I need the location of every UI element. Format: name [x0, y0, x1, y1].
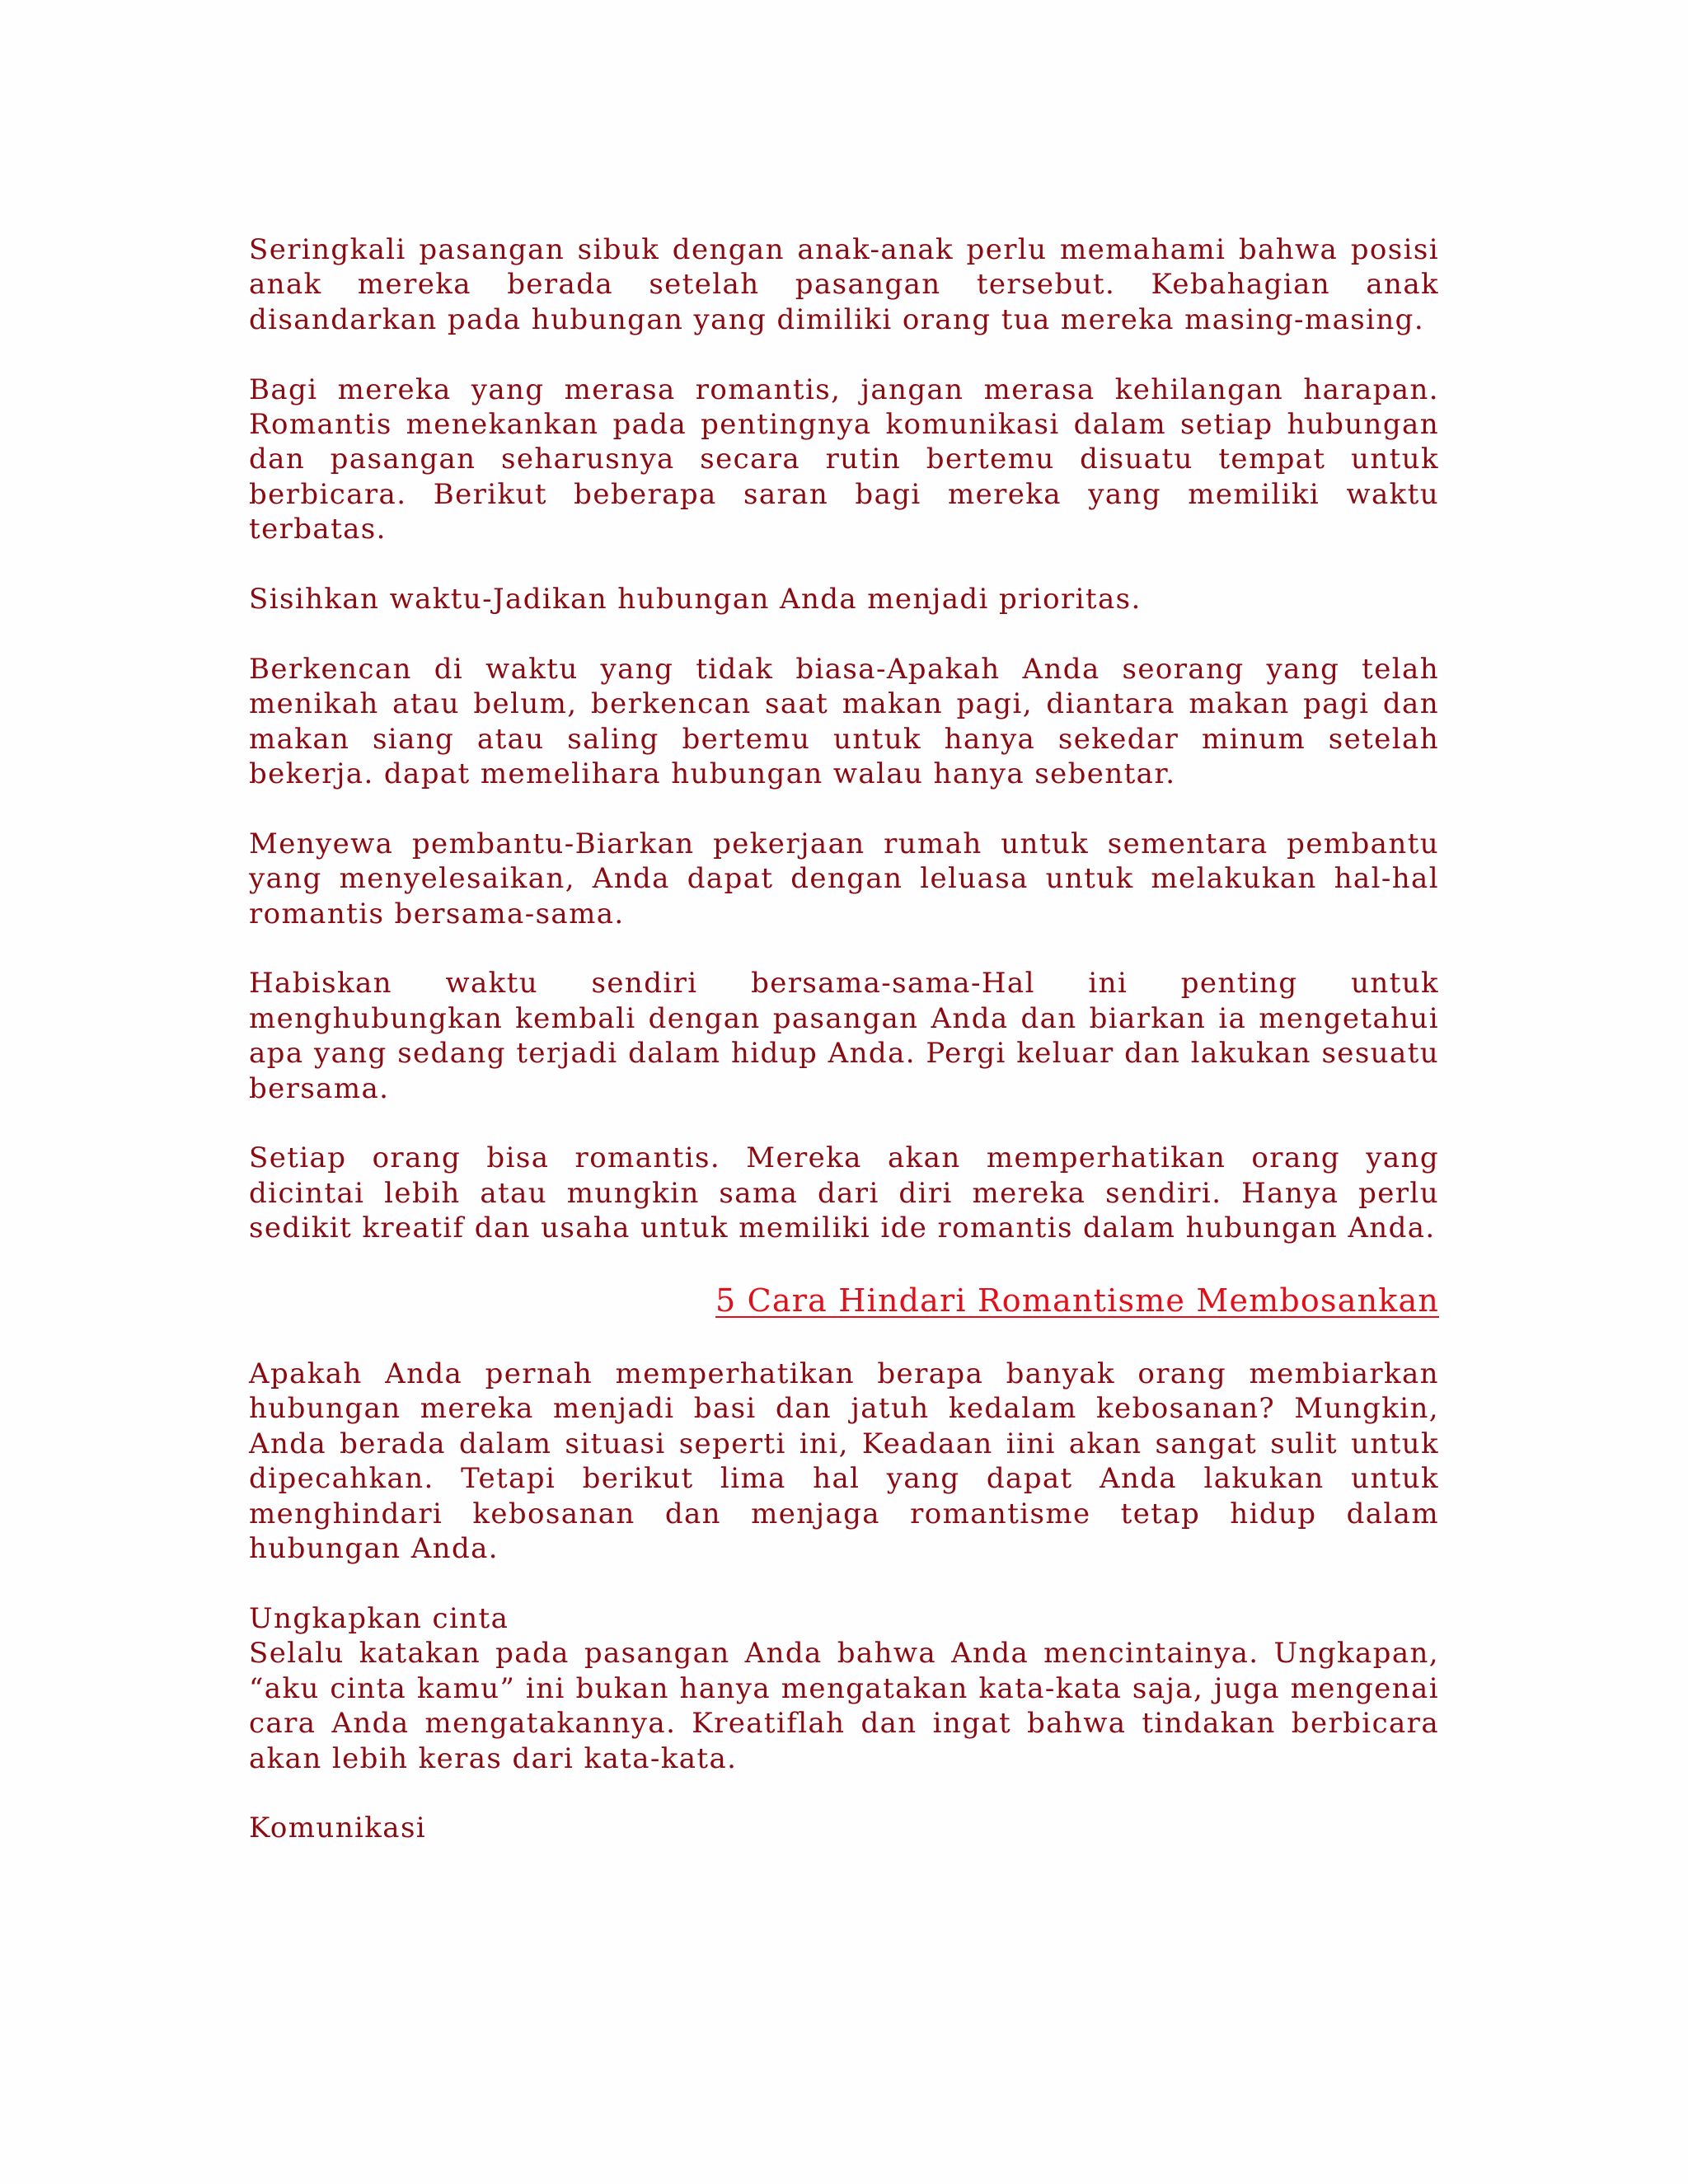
tip-body: Selalu katakan pada pasangan Anda bahwa Anda mencintainya. Ungkapan, “aku cinta kamu” ini bukan hanya mengatakan kata-kata saja, juga mengenai cara Anda mengatakannya. Kreatiflah dan ingat bahwa tindakan berbicara akan lebih keras dari kata-kata. [249, 1637, 1439, 1775]
paragraph-hire-helper: Menyewa pembantu-Biarkan pekerjaan rumah untuk sementara pembantu yang menyelesaikan, Anda dapat dengan leluasa untuk melakukan hal-hal romantis bersama-sama. [249, 827, 1439, 930]
paragraph-unusual-dates: Berkencan di waktu yang tidak biasa-Apakah Anda seorang yang telah menikah atau belum, berkencan saat makan pagi, diantara makan pagi dan makan siang atau saling bertemu untuk hanya sekedar minum setelah bekerja. dapat memelihara hubungan walau hanya sebentar. [249, 652, 1439, 791]
paragraph-time-alone: Habiskan waktu sendiri bersama-sama-Hal ini penting untuk menghubungkan kembali dengan pasangan Anda dan biarkan ia mengetahui apa yang sedang terjadi dalam hidup Anda. Pergi keluar dan lakukan sesuatu bersama. [249, 967, 1439, 1105]
tip-title: Ungkapkan cinta [249, 1601, 509, 1635]
paragraph-romantic-hope: Bagi mereka yang merasa romantis, jangan merasa kehilangan harapan. Romantis menekankan pada pentingnya komunikasi dalam setiap hubungan dan pasangan seharusnya secara rutin bertemu disuatu tempat untuk berbicara. Berikut beberapa saran bagi mereka yang memiliki waktu terbatas. [249, 373, 1439, 546]
paragraph-everyone-romantic: Setiap orang bisa romantis. Mereka akan memperhatikan orang yang dicintai lebih atau mungkin sama dari diri mereka sendiri. Hanya perlu sedikit kreatif dan usaha untuk memiliki ide romantis dalam hubungan Anda. [249, 1141, 1439, 1245]
paragraph-intro: Apakah Anda pernah memperhatikan berapa banyak orang membiarkan hubungan mereka menjadi basi dan jatuh kedalam kebosanan? Mungkin, Anda berada dalam situasi seperti ini, Keadaan iini akan sangat sulit untuk dipecahkan. Tetapi berikut lima hal yang dapat Anda lakukan untuk menghindari kebosanan dan menjaga romantisme tetap hidup dalam hubungan Anda. [249, 1357, 1439, 1566]
section-title: 5 Cara Hindari Romantisme Membosankan [715, 1282, 1439, 1319]
paragraph-children-priority: Seringkali pasangan sibuk dengan anak-anak perlu memahami bahwa posisi anak mereka berada setelah pasangan tersebut. Kebahagian anak disandarkan pada hubungan yang dimiliki orang tua mereka masing-masing. [249, 233, 1439, 336]
tip-express-love [249, 1601, 1439, 1776]
tip-communication [249, 1811, 1439, 1845]
document-page [249, 232, 1439, 1881]
paragraph-set-aside-time: Sisihkan waktu-Jadikan hubungan Anda menjadi prioritas. [249, 583, 1142, 616]
tip-title: Komunikasi [249, 1811, 427, 1845]
